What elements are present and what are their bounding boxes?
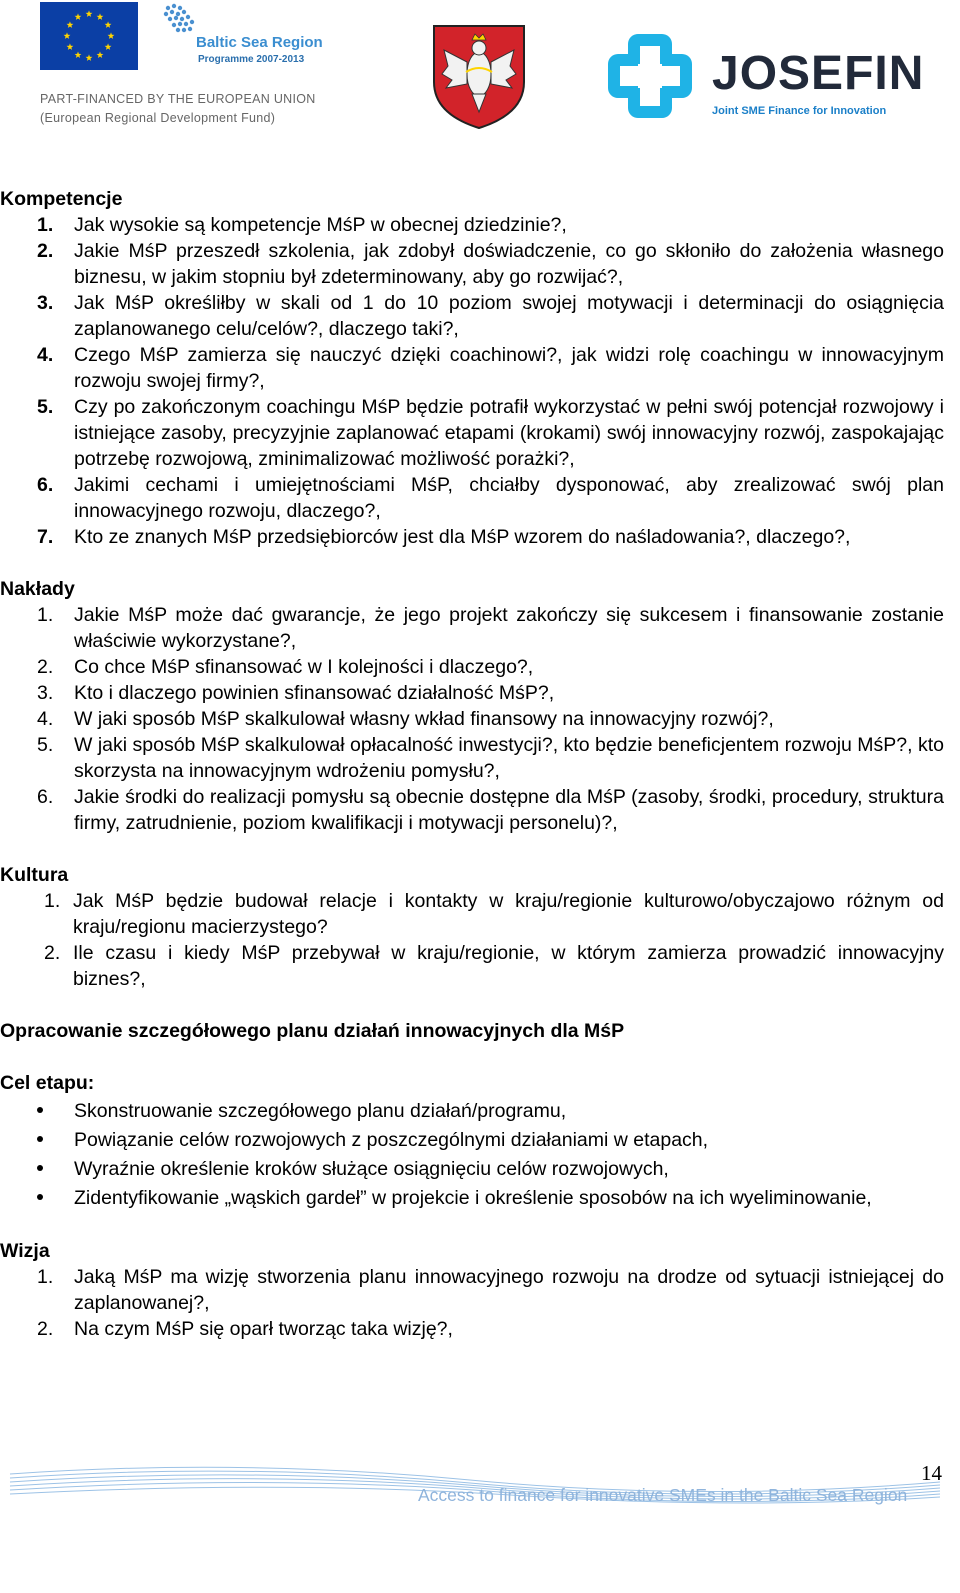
footer-tagline: Access to finance for innovative SMEs in the Baltic Sea Region xyxy=(418,1485,908,1505)
section-title-cel: Cel etapu: xyxy=(0,1072,95,1094)
bsr-title: Baltic Sea Region xyxy=(196,34,323,51)
bullet-icon xyxy=(37,1107,43,1113)
list-item: 1. Jak MśP będzie budował relacje i kontakty w kraju/regionie kulturowo/obyczajowo różnym od kraju/regionu macierzystego? xyxy=(44,890,944,938)
section-title-wizja: Wizja xyxy=(0,1240,50,1262)
bullet-item: Skonstruowanie szczegółowego planu działań/programu, xyxy=(0,1096,944,1125)
page-header xyxy=(0,0,960,140)
page-footer xyxy=(0,1452,960,1532)
list-item: 4. Czego MśP zamierza się nauczyć dzięki coachinowi?, jak widzi rolę coachingu w innowacyjnym rozwoju swojej firmy?, xyxy=(37,344,944,392)
list-item: 3. Jak MśP określiłby w skali od 1 do 10 poziom swojej motywacji i determinacji do osiągnięcia zaplanowanego celu/celów?, dlaczego taki?, xyxy=(37,292,944,340)
bullet-icon xyxy=(37,1136,43,1142)
list-item: 3. Kto i dlaczego powinien sfinansować działalność MśP?, xyxy=(37,682,555,704)
bsr-programme: Programme 2007-2013 xyxy=(198,54,305,65)
list-item: 2. Jakie MśP przeszedł szkolenia, jak zdobył doświadczenie, co go skłoniło do założenia własnego biznesu, w jakim stopniu był zdeterminowany, aby go rozwijać?, xyxy=(37,240,944,288)
naklady-list xyxy=(0,602,944,836)
section-title-kultura: Kultura xyxy=(0,864,69,886)
wizja-list xyxy=(0,1264,944,1342)
section-title-naklady: Nakłady xyxy=(0,578,75,600)
josefin-logo-mark xyxy=(604,30,696,122)
list-item: 1. Jak wysokie są kompetencje MśP w obecnej dziedzinie?, xyxy=(37,214,567,236)
section-title-kompetencje: Kompetencje xyxy=(0,188,123,210)
list-item: 5. W jaki sposób MśP skalkulował opłacalność inwestycji?, kto będzie beneficjentem rozwoju MśP?, kto skorzysta na innowacyjnym wdrożeniu pomysłu?, xyxy=(37,734,944,782)
funding-statement xyxy=(40,90,316,128)
list-item: 2. Co chce MśP sfinansować w I kolejności i dlaczego?, xyxy=(37,656,534,678)
page-number: 14 xyxy=(921,1461,942,1485)
bullet-item: Powiązanie celów rozwojowych z poszczególnymi działaniami w etapach, xyxy=(0,1125,944,1154)
list-item: 5. Czy po zakończonym coachingu MśP będzie potrafił wykorzystać w pełni swój potencjał rozwojowy i istniejące zasoby, precyzyjnie zaplanować etapami (krokami) swój innowacyjny rozwój, zaspokajając potrzebę rozwojową, zminimalizować możliwość porażki?, xyxy=(37,396,944,470)
bullet-item: Zidentyfikowanie „wąskich gardeł” w projekcie i określenie sposobów na ich wyeliminowanie, xyxy=(0,1183,944,1212)
document-body xyxy=(0,186,944,1342)
list-item: 2. Na czym MśP się oparł tworząc taka wizję?, xyxy=(37,1318,453,1340)
list-item: 4. W jaki sposób MśP skalkulował własny wkład finansowy na innowacyjny rozwój?, xyxy=(37,708,774,730)
list-item: 6. Jakimi cechami i umiejętnościami MśP, chciałby dysponować, aby zrealizować swój plan innowacyjnego rozwoju, dlaczego?, xyxy=(37,474,944,522)
list-item: 6. Jakie środki do realizacji pomysłu są obecnie dostępne dla MśP (zasoby, środki, procedury, struktura firmy, zatrudnienie, poziom kwalifikacji i motywacji personelu)?, xyxy=(37,786,944,834)
list-item: 1. Jakie MśP może dać gwarancje, że jego projekt zakończy się sukcesem i finansowanie zostanie właściwie wykorzystane?, xyxy=(37,604,944,652)
kultura-list xyxy=(0,888,944,992)
josefin-tagline: Joint SME Finance for Innovation xyxy=(712,105,887,117)
list-item: 1. Jaką MśP ma wizję stworzenia planu innowacyjnego rozwoju na drodze od sytuacji istniejącej do zaplanowanej?, xyxy=(37,1266,944,1314)
coat-of-arms-icon xyxy=(430,22,528,130)
bullet-icon xyxy=(37,1194,43,1200)
list-item: 2. Ile czasu i kiedy MśP przebywał w kraju/regionie, w którym zamierza prowadzić innowacyjny biznes?, xyxy=(44,942,944,990)
bullet-item: Wyraźnie określenie kroków służące osiągnięciu celów rozwojowych, xyxy=(0,1154,944,1183)
josefin-wordmark: JOSEFIN xyxy=(712,47,925,100)
cel-list xyxy=(0,1096,944,1212)
funding-line-1: PART-FINANCED BY THE EUROPEAN UNION xyxy=(40,92,316,106)
kompetencje-list xyxy=(0,212,944,550)
list-item: 7. Kto ze znanych MśP przedsiębiorców jest dla MśP wzorem do naśladowania?, dlaczego?, xyxy=(37,526,851,548)
bullet-icon xyxy=(37,1165,43,1171)
funding-line-2: (European Regional Development Fund) xyxy=(40,111,276,125)
section-title-opracowanie: Opracowanie szczegółowego planu działań innowacyjnych dla MśP xyxy=(0,1020,625,1042)
eu-flag-logo xyxy=(40,2,138,70)
